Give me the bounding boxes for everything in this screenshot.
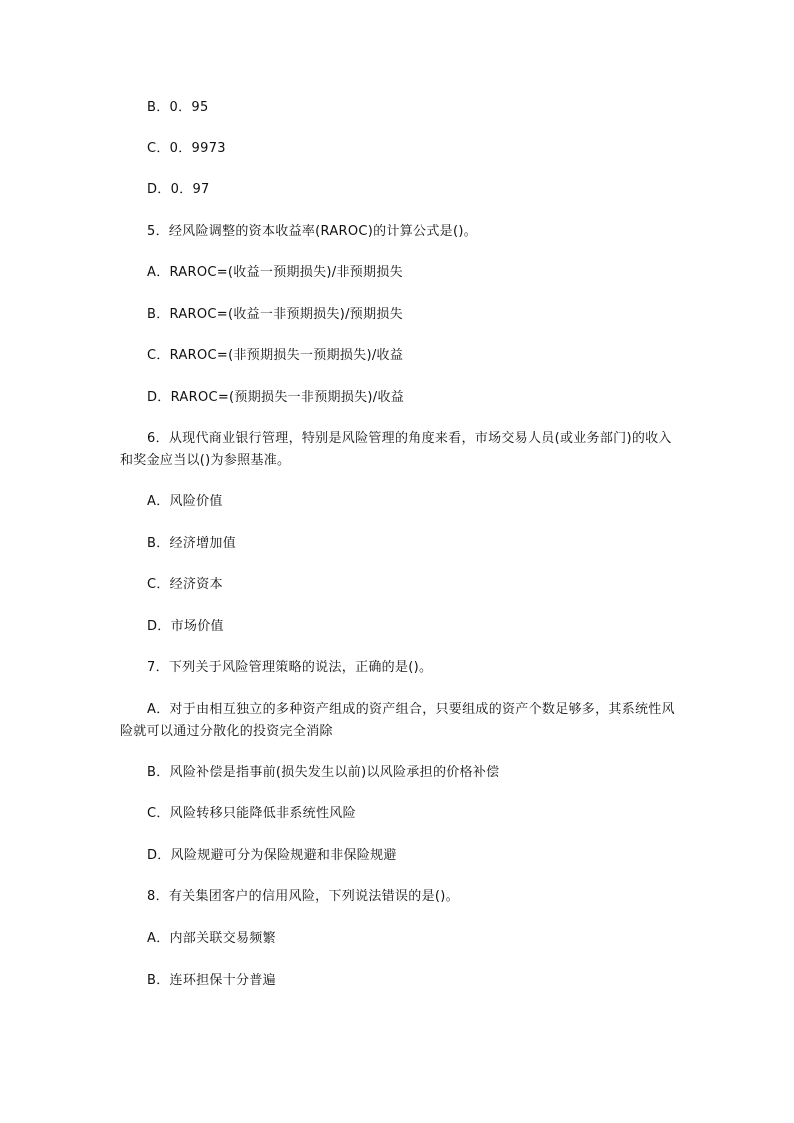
q7-option-d: D．风险规避可分为保险规避和非保险规避 bbox=[147, 848, 397, 863]
q6-question: 6．从现代商业银行管理，特别是风险管理的角度来看，市场交易人员(或业务部门)的收入和奖金应当以()为参照基准。 bbox=[120, 431, 672, 468]
q7-option-c: C．风险转移只能降低非系统性风险 bbox=[147, 806, 356, 821]
q7-option-a: A．对于由相互独立的多种资产组成的资产组合，只要组成的资产个数足够多，其系统性风险就可以通过分散化的投资完全消除 bbox=[120, 702, 675, 739]
q6-option-c: C．经济资本 bbox=[147, 577, 223, 592]
q6-option-a: A．风险价值 bbox=[147, 494, 223, 509]
q5-option-b: B．RAROC=(收益一非预期损失)/预期损失 bbox=[147, 307, 403, 322]
q6-option-b: B．经济增加值 bbox=[147, 536, 237, 551]
q5-option-a: A．RAROC=(收益一预期损失)/非预期损失 bbox=[147, 265, 403, 280]
q4-option-c: C．0．9973 bbox=[147, 141, 226, 156]
q5-option-d: D．RAROC=(预期损失一非预期损失)/收益 bbox=[147, 390, 405, 405]
q8-option-b: B．连环担保十分普遍 bbox=[147, 973, 276, 988]
q7-question: 7．下列关于风险管理策略的说法，正确的是()。 bbox=[147, 660, 433, 675]
q4-option-b: B．0．95 bbox=[147, 100, 209, 115]
q8-question: 8．有关集团客户的信用风险，下列说法错误的是()。 bbox=[147, 889, 459, 904]
q7-option-b: B．风险补偿是指事前(损失发生以前)以风险承担的价格补偿 bbox=[147, 765, 500, 780]
q5-option-c: C．RAROC=(非预期损失一预期损失)/收益 bbox=[147, 348, 404, 363]
q4-option-d: D．0．97 bbox=[147, 182, 210, 197]
q5-question: 5．经风险调整的资本收益率(RAROC)的计算公式是()。 bbox=[147, 224, 477, 239]
q6-option-d: D．市场价值 bbox=[147, 619, 224, 634]
q8-option-a: A．内部关联交易频繁 bbox=[147, 931, 276, 946]
